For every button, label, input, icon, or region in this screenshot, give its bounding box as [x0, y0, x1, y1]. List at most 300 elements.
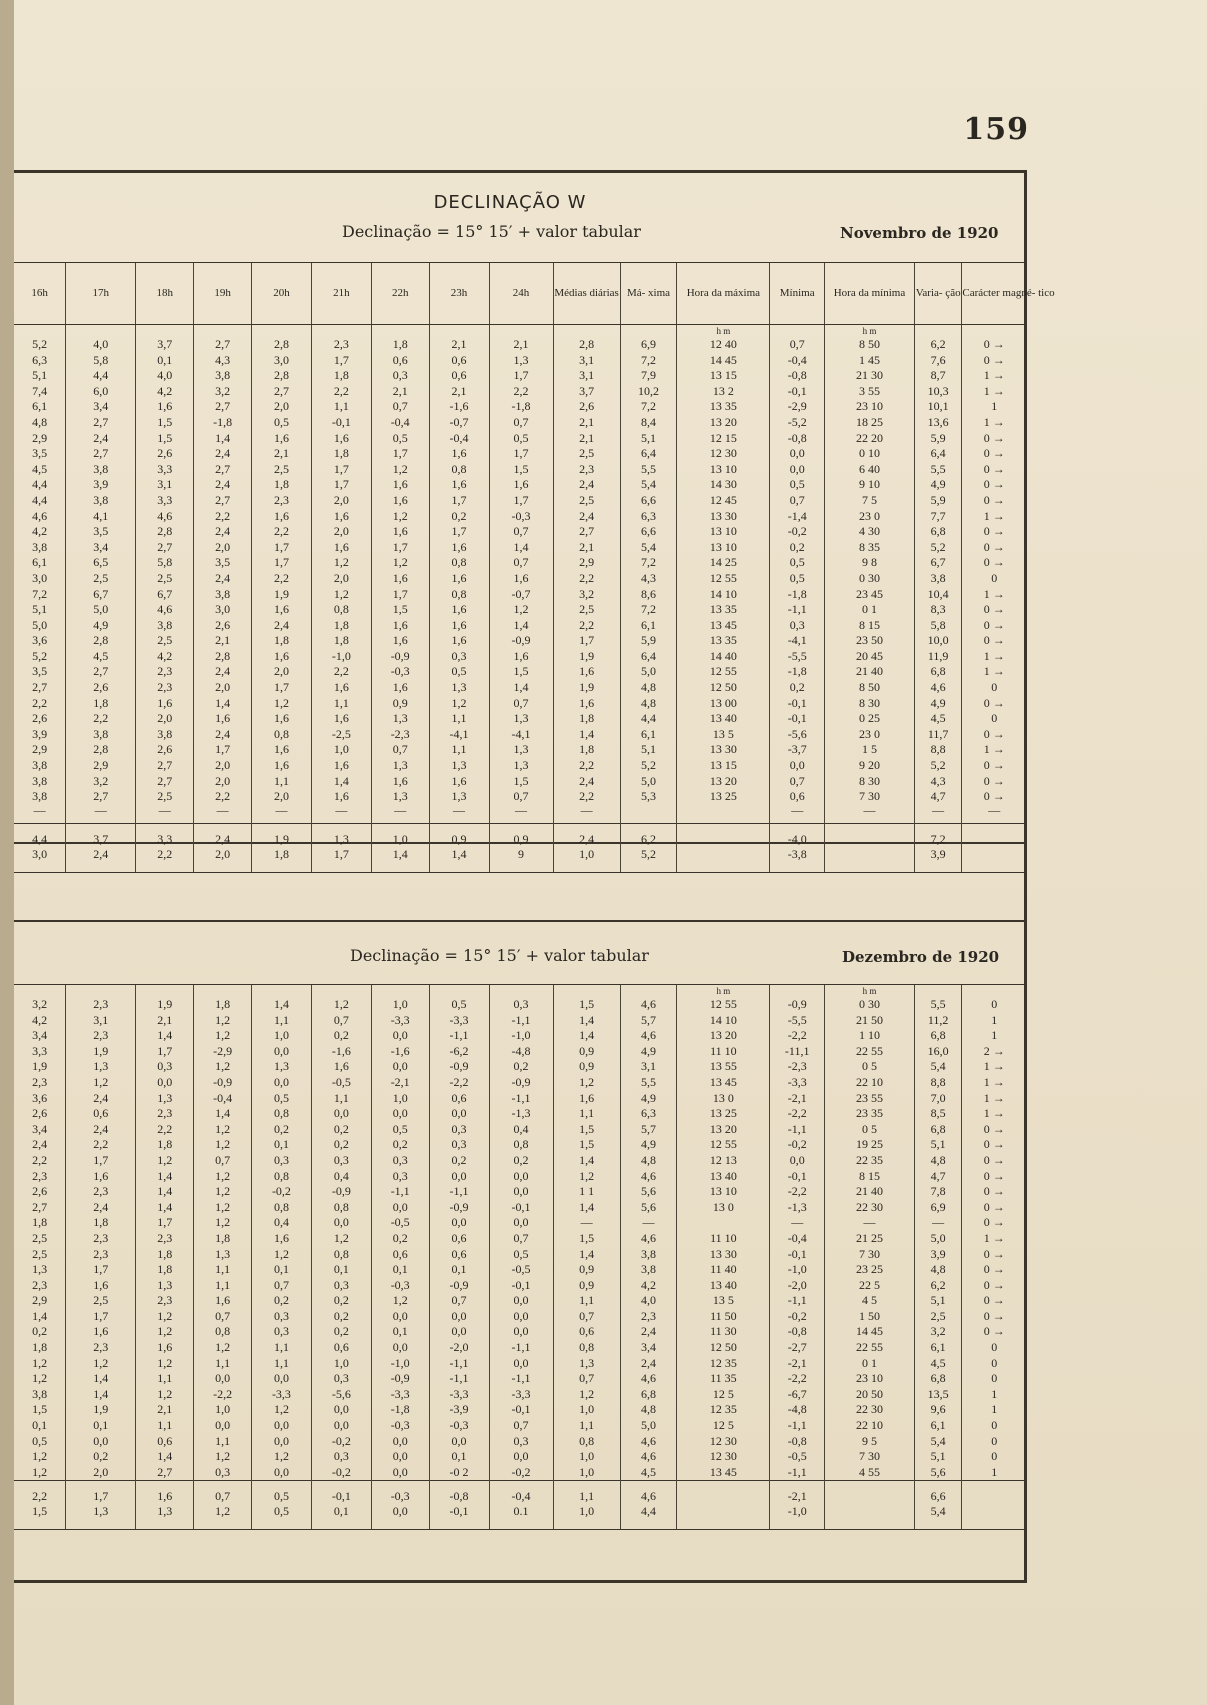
- table-cell: 1,2: [194, 1028, 252, 1044]
- table-cell: 1,8: [194, 997, 252, 1013]
- table-cell: 1,2: [553, 1075, 620, 1091]
- table-cell: -0,5: [770, 1449, 825, 1465]
- table-cell: 1,2: [194, 1504, 252, 1530]
- table-cell: 1,2: [194, 1013, 252, 1029]
- table-cell: -1,3: [770, 1200, 825, 1216]
- table-cell: 0,0: [489, 1324, 553, 1340]
- table-cell: 8 15: [825, 618, 915, 634]
- november-caption: Declinação = 15° 15′ + valor tabular: [342, 222, 641, 241]
- table-cell: 1,8: [252, 477, 312, 493]
- table-cell: 2,4: [66, 1200, 136, 1216]
- table-cell: [194, 985, 252, 998]
- table-cell: 5,2: [32, 648, 48, 663]
- table-cell: 1,2: [32, 1449, 48, 1464]
- table-cell: 1,4: [489, 680, 553, 696]
- table-cell: 1,8: [66, 1215, 136, 1231]
- table-cell: 13 2: [677, 384, 770, 400]
- table-cell: 3,3: [136, 823, 194, 847]
- table-cell: 8 30: [825, 774, 915, 790]
- table-cell: 0,7: [770, 493, 825, 509]
- table-cell: 2,5: [914, 1309, 962, 1325]
- table-cell: 0,2: [311, 1293, 371, 1309]
- table-cell: 1,9: [66, 1402, 136, 1418]
- table-cell: 1,8: [136, 1137, 194, 1153]
- table-cell: [66, 985, 136, 998]
- table-cell: 2,1: [194, 633, 252, 649]
- table-cell: 3,0: [194, 602, 252, 618]
- table-cell: -0,3: [371, 664, 429, 680]
- table-cell: 1,3: [66, 1504, 136, 1530]
- table-cell: 1 →: [962, 1106, 1026, 1122]
- november-header-row: [14, 263, 1026, 325]
- table-cell: 0,6: [136, 1434, 194, 1450]
- table-cell: 0,7: [489, 555, 553, 571]
- table-cell: 3,8: [32, 758, 48, 773]
- table-cell: 8,4: [620, 415, 677, 431]
- table-cell: 0,7: [489, 1418, 553, 1434]
- table-cell: 1,2: [194, 1122, 252, 1138]
- table-row: [14, 1215, 1026, 1231]
- table-cell: [825, 823, 915, 847]
- table-cell: 4,2: [32, 524, 48, 539]
- table-cell: 1,8: [311, 618, 371, 634]
- table-cell: 0,6: [770, 789, 825, 805]
- table-cell: 3,7: [136, 337, 194, 353]
- table-cell: 2,6: [32, 1184, 48, 1199]
- table-cell: —: [825, 1215, 915, 1231]
- table-cell: -1,6: [429, 399, 489, 415]
- table-cell: 2,0: [311, 571, 371, 587]
- table-cell: 5,0: [620, 1418, 677, 1434]
- table-cell: 0,7: [489, 524, 553, 540]
- table-cell: 0,8: [252, 727, 312, 743]
- table-cell: 2,0: [66, 1465, 136, 1481]
- table-cell: 22 5: [825, 1278, 915, 1294]
- table-cell: 22 10: [825, 1418, 915, 1434]
- table-row: [14, 997, 1026, 1013]
- table-cell: 0,9: [553, 1278, 620, 1294]
- table-cell: 13 40: [677, 1169, 770, 1185]
- table-cell: 23 0: [825, 509, 915, 525]
- table-cell: 0 →: [962, 446, 1026, 462]
- table-cell: 1,6: [489, 571, 553, 587]
- table-cell: 0 1: [825, 1356, 915, 1372]
- table-cell: 2,7: [66, 789, 136, 805]
- table-cell: 11,9: [914, 649, 962, 665]
- table-cell: 1,3: [489, 758, 553, 774]
- table-cell: 0,6: [429, 1247, 489, 1263]
- table-cell: -1,1: [429, 1356, 489, 1372]
- table-cell: 0,2: [311, 1324, 371, 1340]
- table-row: [14, 1247, 1026, 1263]
- table-cell: 1,2: [136, 1309, 194, 1325]
- table-cell: 8,8: [914, 742, 962, 758]
- table-cell: -1,1: [489, 1091, 553, 1107]
- table-cell: [677, 1215, 770, 1231]
- table-cell: 2,4: [66, 1122, 136, 1138]
- table-cell: 1,5: [489, 664, 553, 680]
- table-cell: 2,8: [252, 368, 312, 384]
- table-cell: 0,2: [429, 509, 489, 525]
- table-cell: 13 40: [677, 711, 770, 727]
- table-cell: 11 10: [677, 1231, 770, 1247]
- table-cell: 1,7: [489, 368, 553, 384]
- table-cell: 2,3: [66, 1028, 136, 1044]
- table-cell: 12 35: [677, 1402, 770, 1418]
- table-cell: 0,2: [770, 540, 825, 556]
- table-cell: -0,1: [770, 696, 825, 712]
- table-cell: 4,6: [620, 1371, 677, 1387]
- table-cell: 0,6: [429, 1231, 489, 1247]
- table-cell: 0,2: [252, 1293, 312, 1309]
- column-header: 17h: [66, 263, 136, 325]
- table-cell: 1,0: [553, 1402, 620, 1418]
- table-row: [14, 571, 1026, 587]
- table-row: [14, 1137, 1026, 1153]
- table-cell: 3,6: [32, 1090, 48, 1105]
- table-cell: 0,7: [252, 1278, 312, 1294]
- table-cell: 7 30: [825, 789, 915, 805]
- table-cell: 1,6: [429, 633, 489, 649]
- table-cell: 2,0: [194, 774, 252, 790]
- table-cell: 3,2: [32, 997, 48, 1011]
- table-cell: 1,6: [252, 711, 312, 727]
- table-cell: 0,3: [311, 1449, 371, 1465]
- table-cell: -0,9: [311, 1184, 371, 1200]
- table-cell: 0 →: [962, 1184, 1026, 1200]
- table-cell: 11 35: [677, 1371, 770, 1387]
- table-cell: 1,4: [136, 1028, 194, 1044]
- table-cell: -0,7: [489, 587, 553, 603]
- table-row: [14, 633, 1026, 649]
- table-cell: 23 55: [825, 1091, 915, 1107]
- table-cell: 6,4: [620, 649, 677, 665]
- table-cell: 1 →: [962, 742, 1026, 758]
- table-cell: 1,5: [553, 1231, 620, 1247]
- table-cell: 13 0: [677, 1091, 770, 1107]
- table-cell: 2,1: [429, 337, 489, 353]
- table-cell: 1,0: [553, 1465, 620, 1481]
- table-cell: 2,3: [32, 1277, 48, 1292]
- column-header: 20h: [252, 263, 312, 325]
- page-number: 159: [963, 112, 1029, 147]
- table-cell: —: [136, 805, 194, 824]
- table-cell: 0,2: [311, 1122, 371, 1138]
- table-cell: —: [194, 805, 252, 824]
- table-cell: 1,4: [136, 1449, 194, 1465]
- table-cell: 2,1: [136, 1013, 194, 1029]
- table-cell: —: [620, 1215, 677, 1231]
- table-cell: 1 →: [962, 1091, 1026, 1107]
- table-cell: 0,0: [252, 1418, 312, 1434]
- table-cell: 0,0: [429, 1434, 489, 1450]
- table-cell: -1,6: [311, 1044, 371, 1060]
- table-cell: 3,5: [66, 524, 136, 540]
- table-cell: 1,6: [252, 758, 312, 774]
- table-cell: 1,2: [32, 1355, 48, 1370]
- table-cell: 1 →: [962, 587, 1026, 603]
- table-cell: 2,5: [553, 602, 620, 618]
- table-cell: 0,0: [252, 1465, 312, 1481]
- table-cell: 1,1: [429, 742, 489, 758]
- table-cell: 1,7: [136, 1044, 194, 1060]
- table-cell: 3,8: [66, 727, 136, 743]
- table-cell: 1,8: [32, 1215, 48, 1230]
- table-row: [14, 1434, 1026, 1450]
- table-cell: -0,1: [489, 1402, 553, 1418]
- table-cell: 0,0: [311, 1215, 371, 1231]
- table-cell: 0,7: [489, 789, 553, 805]
- table-cell: -0,5: [489, 1262, 553, 1278]
- table-row: [14, 1059, 1026, 1075]
- table-cell: 0,5: [252, 1504, 312, 1530]
- table-cell: 6,1: [620, 727, 677, 743]
- table-cell: 4 30: [825, 524, 915, 540]
- table-cell: -1,0: [770, 1262, 825, 1278]
- table-cell: 0,0: [194, 1371, 252, 1387]
- table-cell: 2,2: [32, 695, 48, 710]
- table-cell: 6,7: [136, 587, 194, 603]
- table-cell: -0,1: [770, 711, 825, 727]
- table-cell: 0,2: [252, 1122, 312, 1138]
- table-cell: 3,4: [66, 399, 136, 415]
- table-cell: [962, 1504, 1026, 1530]
- table-cell: 2,1: [252, 446, 312, 462]
- table-cell: 0: [962, 571, 1026, 587]
- table-cell: 2,3: [136, 1293, 194, 1309]
- table-cell: —: [371, 805, 429, 824]
- table-cell: 1: [962, 1402, 1026, 1418]
- table-cell: 1,7: [311, 477, 371, 493]
- table-cell: 1,3: [136, 1504, 194, 1530]
- table-cell: 2,1: [136, 1402, 194, 1418]
- table-cell: -3,9: [429, 1402, 489, 1418]
- table-cell: 2,4: [66, 847, 136, 873]
- table-cell: 2,3: [136, 664, 194, 680]
- table-cell: 23 35: [825, 1106, 915, 1122]
- table-cell: 2,0: [252, 789, 312, 805]
- table-cell: 1,2: [371, 1293, 429, 1309]
- table-cell: 0,6: [429, 353, 489, 369]
- table-cell: 1,2: [136, 1356, 194, 1372]
- table-cell: 2,1: [371, 384, 429, 400]
- table-cell: 0,0: [489, 1449, 553, 1465]
- table-cell: 20 50: [825, 1387, 915, 1403]
- table-cell: 2,4: [66, 431, 136, 447]
- table-cell: 2,2: [66, 1137, 136, 1153]
- table-cell: 0,0: [770, 1153, 825, 1169]
- table-cell: 1,8: [553, 742, 620, 758]
- table-cell: 4 5: [825, 1293, 915, 1309]
- table-row: [14, 1340, 1026, 1356]
- table-cell: 3,1: [620, 1059, 677, 1075]
- table-cell: 0,5: [429, 664, 489, 680]
- table-cell: 1,0: [371, 823, 429, 847]
- table-cell: 2,3: [66, 1231, 136, 1247]
- table-cell: 0,1: [429, 1262, 489, 1278]
- table-cell: -2,1: [770, 1481, 825, 1505]
- table-cell: 14 10: [677, 1013, 770, 1029]
- table-cell: 1,2: [252, 1449, 312, 1465]
- table-cell: [620, 325, 677, 338]
- frame-bottom-rule: [14, 1580, 1027, 1583]
- table-cell: 4,4: [66, 368, 136, 384]
- table-cell: 6,9: [914, 1200, 962, 1216]
- table-cell: 7 5: [825, 493, 915, 509]
- november-table: [14, 262, 1055, 873]
- table-cell: -1,6: [371, 1044, 429, 1060]
- table-cell: 0,9: [553, 1044, 620, 1060]
- table-cell: 6,1: [32, 555, 48, 570]
- table-cell: 1,4: [66, 1387, 136, 1403]
- table-cell: 11 50: [677, 1309, 770, 1325]
- table-cell: 3,8: [32, 1386, 48, 1401]
- table-cell: 0,5: [770, 555, 825, 571]
- table-cell: [620, 985, 677, 998]
- table-cell: -0,3: [489, 509, 553, 525]
- table-cell: 2,2: [311, 664, 371, 680]
- table-cell: 1,1: [553, 1481, 620, 1505]
- table-cell: 1,3: [429, 680, 489, 696]
- table-cell: -0,2: [489, 1465, 553, 1481]
- table-cell: 1 →: [962, 509, 1026, 525]
- table-cell: 1: [962, 1013, 1026, 1029]
- table-cell: 1,4: [252, 997, 312, 1013]
- table-cell: 0,9: [553, 1262, 620, 1278]
- table-cell: 1,6: [371, 633, 429, 649]
- table-cell: 7,7: [914, 509, 962, 525]
- table-row: [14, 1028, 1026, 1044]
- table-cell: 1,2: [136, 1324, 194, 1340]
- table-cell: 22 35: [825, 1153, 915, 1169]
- table-cell: [620, 805, 677, 824]
- table-cell: -0,1: [489, 1200, 553, 1216]
- table-cell: 9 8: [825, 555, 915, 571]
- table-cell: 5,6: [620, 1200, 677, 1216]
- table-cell: -0,4: [770, 353, 825, 369]
- table-row: [14, 368, 1026, 384]
- table-cell: 3,7: [553, 384, 620, 400]
- table-cell: 3,4: [32, 1121, 48, 1136]
- table-cell: 0,3: [194, 1465, 252, 1481]
- table-cell: 2,6: [32, 711, 48, 726]
- table-cell: -0,3: [371, 1278, 429, 1294]
- table-cell: 1,6: [371, 477, 429, 493]
- table-cell: 8,8: [914, 1075, 962, 1091]
- table-cell: 1,2: [194, 1449, 252, 1465]
- table-cell: 1,9: [252, 587, 312, 603]
- table-cell: 1,2: [194, 1137, 252, 1153]
- table-cell: 0,0: [489, 1169, 553, 1185]
- table-cell: [489, 325, 553, 338]
- table-cell: 2,4: [194, 524, 252, 540]
- column-header: 21h: [311, 263, 371, 325]
- table-cell: 1,6: [489, 477, 553, 493]
- table-row: [14, 680, 1026, 696]
- table-cell: 0 10: [825, 446, 915, 462]
- table-cell: 1,6: [429, 446, 489, 462]
- table-cell: 1,6: [429, 477, 489, 493]
- table-cell: 0 30: [825, 997, 915, 1013]
- table-cell: 2,2: [136, 847, 194, 873]
- table-cell: 1,6: [429, 602, 489, 618]
- table-cell: 20 45: [825, 649, 915, 665]
- table-cell: 12 55: [677, 997, 770, 1013]
- table-cell: 13 40: [677, 1278, 770, 1294]
- table-cell: 0 →: [962, 1215, 1026, 1231]
- table-cell: 1,4: [32, 1308, 48, 1323]
- table-cell: 1,8: [311, 368, 371, 384]
- table-cell: 12 30: [677, 1434, 770, 1450]
- table-row: [14, 540, 1026, 556]
- table-cell: 2,4: [194, 727, 252, 743]
- table-cell: 0: [962, 1449, 1026, 1465]
- table-cell: 4,9: [66, 618, 136, 634]
- table-cell: -1,4: [770, 509, 825, 525]
- table-cell: 13 25: [677, 789, 770, 805]
- table-cell: -1,1: [429, 1028, 489, 1044]
- table-cell: 4,8: [620, 1402, 677, 1418]
- table-cell: 0,8: [252, 1200, 312, 1216]
- table-cell: 1,3: [553, 1356, 620, 1372]
- table-cell: 1,5: [553, 1137, 620, 1153]
- table-cell: 1,4: [136, 1200, 194, 1216]
- table-cell: 0 30: [825, 571, 915, 587]
- table-cell: 0,8: [311, 1247, 371, 1263]
- table-cell: -1,8: [770, 587, 825, 603]
- table-cell: 0 →: [962, 1153, 1026, 1169]
- table-cell: 0,3: [252, 1309, 312, 1325]
- table-cell: 13 0: [677, 1200, 770, 1216]
- table-cell: 0,7: [194, 1481, 252, 1505]
- table-cell: 4,6: [620, 1231, 677, 1247]
- table-cell: 2,8: [66, 633, 136, 649]
- table-cell: 3,8: [66, 493, 136, 509]
- table-cell: 13 30: [677, 1247, 770, 1263]
- table-cell: 1,3: [371, 758, 429, 774]
- table-cell: 5,4: [914, 1504, 962, 1530]
- table-cell: 3,8: [194, 587, 252, 603]
- table-cell: 22 30: [825, 1200, 915, 1216]
- table-cell: 2,4: [194, 571, 252, 587]
- table-cell: -1,0: [371, 1356, 429, 1372]
- table-cell: 2,9: [32, 742, 48, 757]
- table-cell: -1,8: [371, 1402, 429, 1418]
- table-cell: 4,4: [620, 1504, 677, 1530]
- table-cell: 3,8: [66, 462, 136, 478]
- table-cell: -2,5: [311, 727, 371, 743]
- table-row: [14, 1200, 1026, 1216]
- column-header: 24h: [489, 263, 553, 325]
- table-cell: 2,2: [553, 789, 620, 805]
- table-cell: 1,8: [32, 1340, 48, 1355]
- table-cell: 1,2: [252, 696, 312, 712]
- table-cell: 0,7: [770, 337, 825, 353]
- table-cell: 2,1: [489, 337, 553, 353]
- table-cell: -1,1: [770, 1465, 825, 1481]
- table-cell: 1,6: [311, 680, 371, 696]
- table-cell: 0,8: [252, 1169, 312, 1185]
- table-cell: [553, 985, 620, 998]
- table-cell: 1,7: [252, 680, 312, 696]
- table-cell: 0,8: [489, 1137, 553, 1153]
- table-cell: 2,3: [136, 1106, 194, 1122]
- table-cell: 11 30: [677, 1324, 770, 1340]
- table-cell: 4,6: [620, 1434, 677, 1450]
- table-cell: 1,6: [489, 649, 553, 665]
- table-cell: 5,8: [66, 353, 136, 369]
- table-cell: 4,9: [620, 1044, 677, 1060]
